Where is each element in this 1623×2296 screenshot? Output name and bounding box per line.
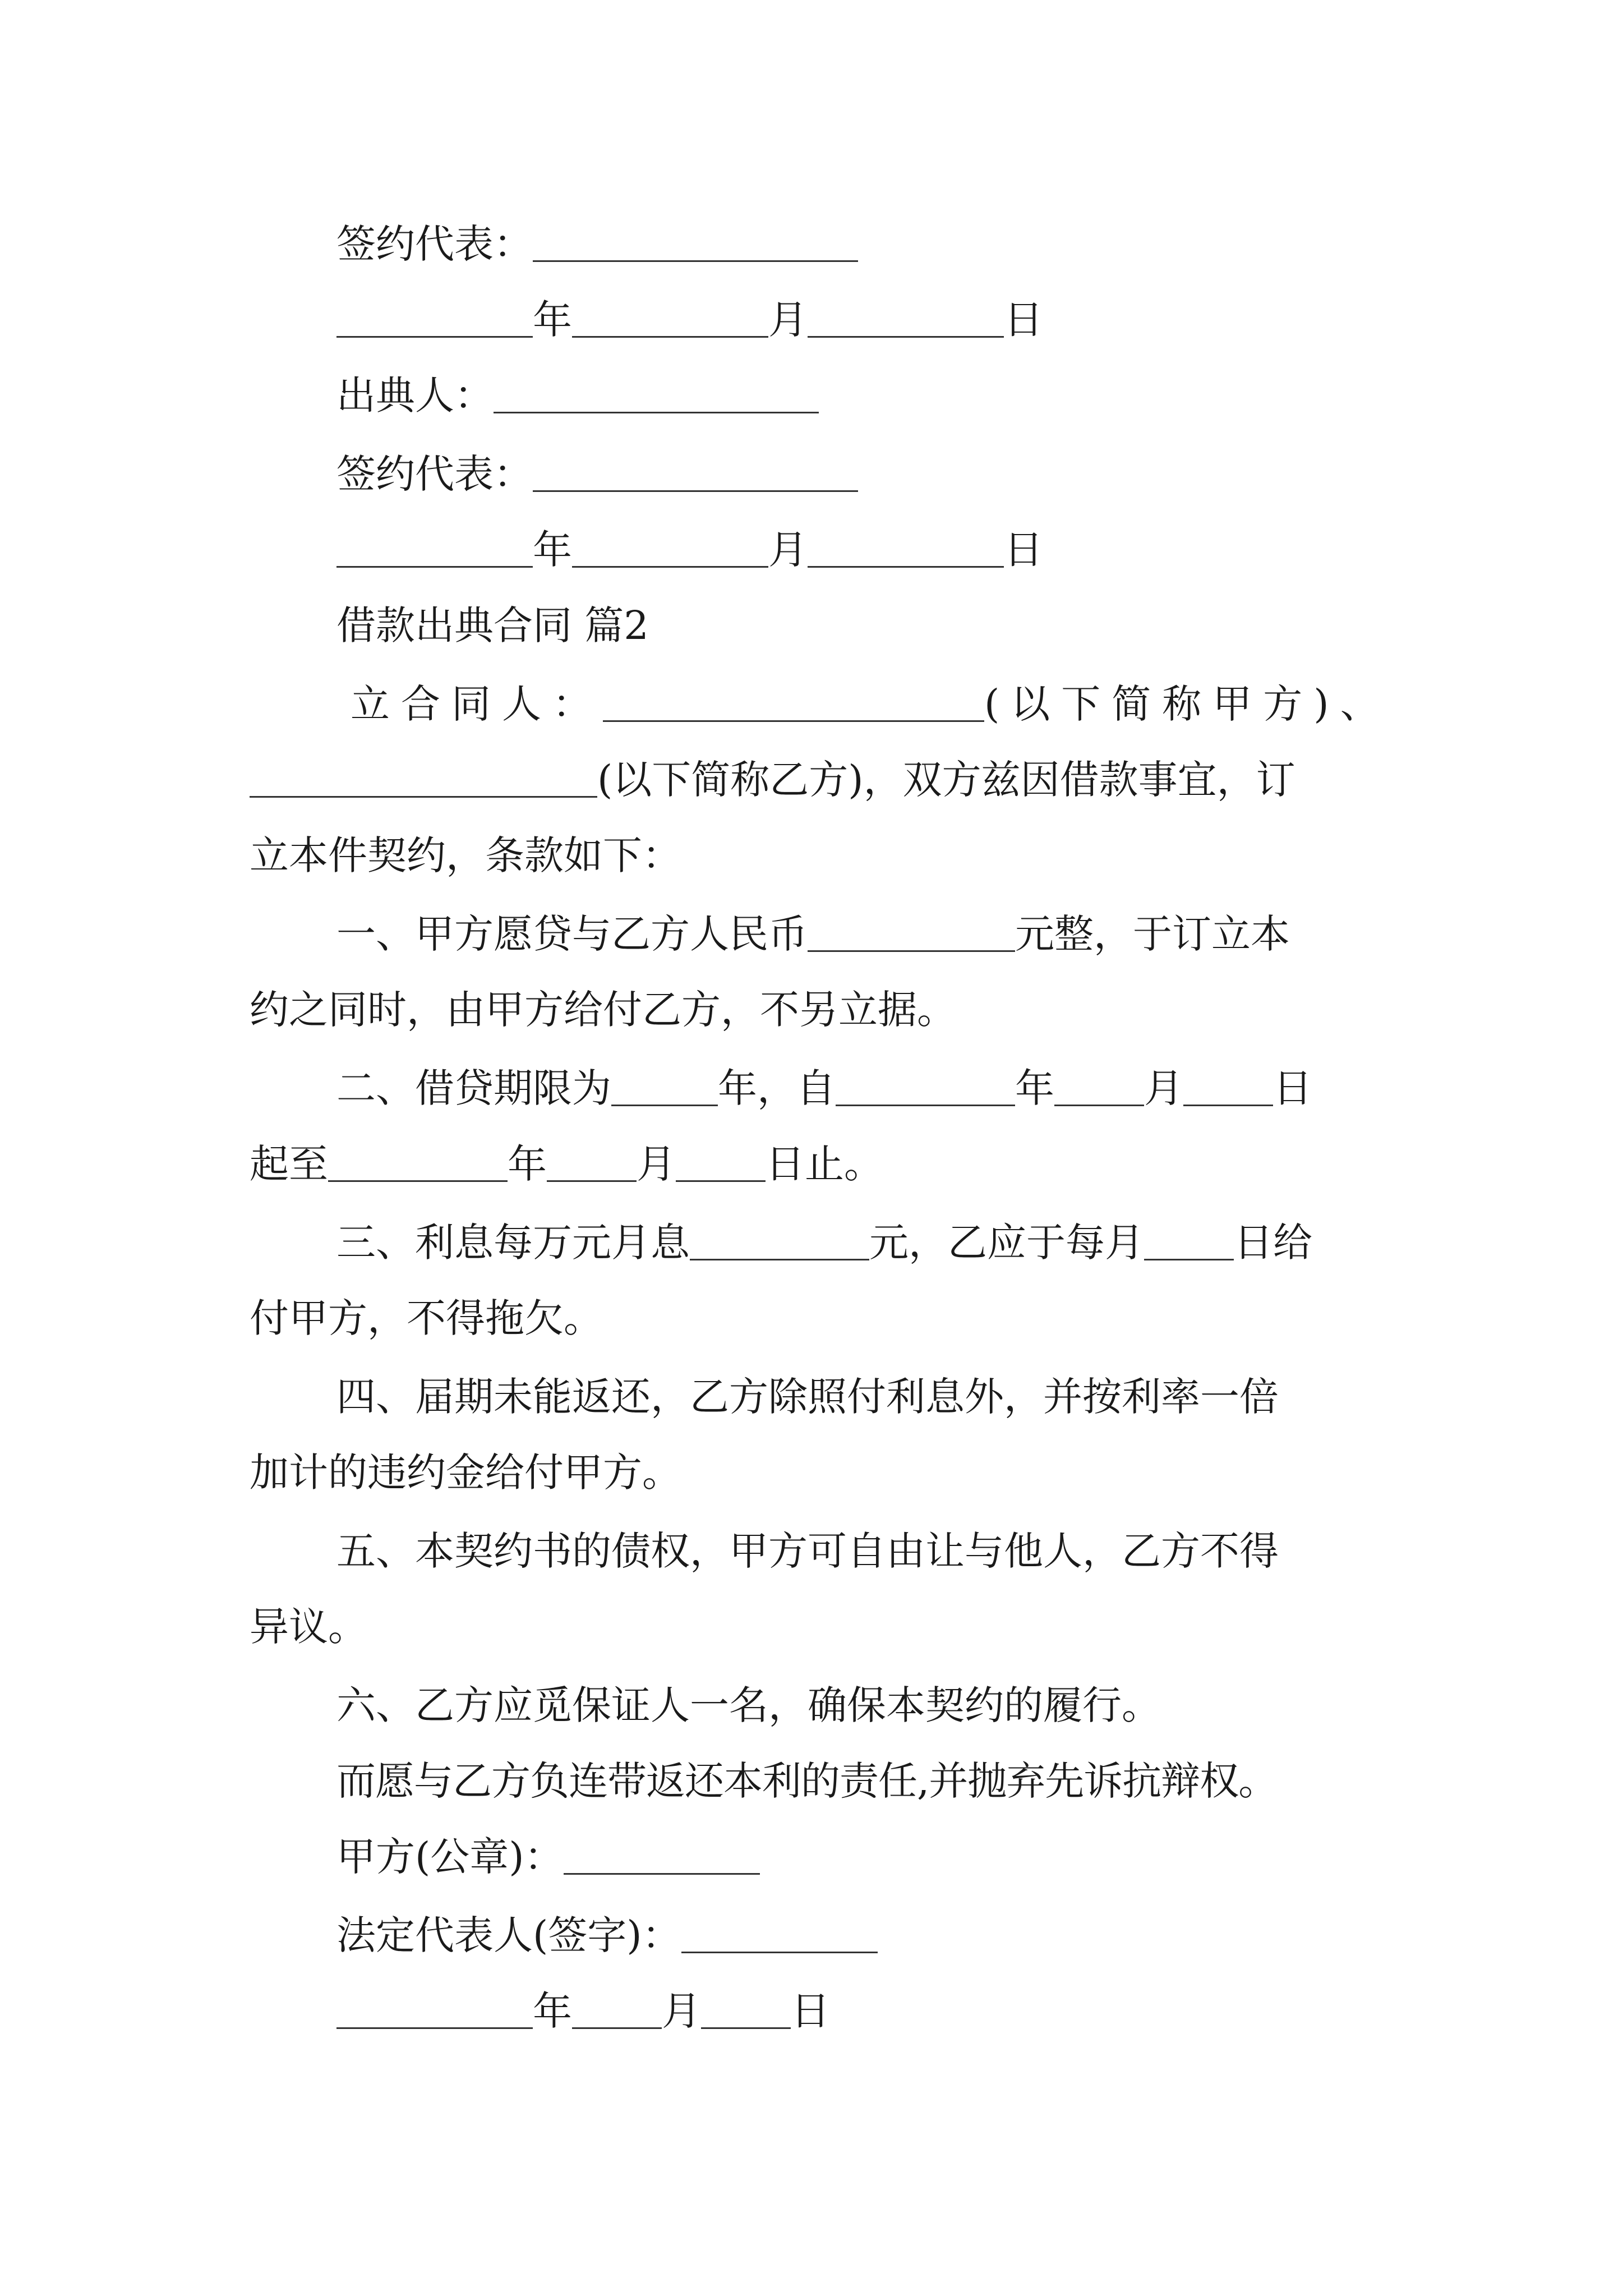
pawner-line: [336, 367, 1387, 424]
day-blank: [808, 297, 1004, 338]
legal-rep-line: [336, 1907, 1387, 1963]
clause-2-text: 二、借贷期限为: [336, 1065, 611, 1111]
pawner-blank: [494, 372, 819, 413]
party-b-note: (以下简称乙方)，双方兹因借款事宜，订: [597, 757, 1295, 803]
day-label: 日止。: [766, 1141, 883, 1187]
party-a-seal-line: [336, 1829, 1387, 1885]
section-title: 借款出典合同 篇2: [336, 602, 649, 648]
day-label: 日: [791, 1988, 830, 2034]
end-year-blank: [328, 1141, 508, 1182]
signatory-line-1: [336, 216, 1387, 272]
day-label: 日: [1004, 527, 1043, 573]
clause-2-line-1: [336, 1060, 1387, 1116]
clause-1-text-end: 元整，于订立本: [1015, 911, 1290, 957]
month-label: 月: [662, 1988, 701, 2034]
signatory-label: 签约代表：: [336, 221, 533, 267]
date-line-1: [336, 292, 1387, 348]
day-label: 日: [1004, 297, 1043, 343]
legal-rep-blank: [681, 1912, 878, 1953]
clause-3-text: 三、利息每万元月息: [336, 1220, 690, 1266]
clause-3-text: 元，乙应于每月: [869, 1220, 1144, 1266]
month-label: 月: [637, 1141, 676, 1187]
clause-3-line-2: 付甲方，不得拖欠。: [250, 1295, 603, 1341]
clause-6-line-1: 六、乙方应觅保证人一名，确保本契约的履行。: [336, 1682, 1161, 1728]
party-a-note: (以下简称甲方)、: [984, 681, 1391, 727]
legal-rep-label: 法定代表人(签字)：: [336, 1912, 681, 1958]
year-blank: [336, 297, 533, 338]
day-blank: [701, 1988, 791, 2029]
start-month-blank: [1054, 1065, 1144, 1106]
parties-line-3: 立本件契约，条款如下：: [250, 832, 681, 878]
guarantor-clause: 而愿与乙方负连带返还本利的责任,并抛弃先诉抗辩权。: [336, 1758, 1278, 1804]
year-label: 年: [533, 1988, 572, 2034]
month-blank: [572, 527, 768, 568]
date-line-3: [336, 1983, 1387, 2039]
party-a-blank: [603, 681, 984, 722]
signatory-label: 签约代表：: [336, 451, 533, 497]
parties-line-1: [351, 676, 1391, 732]
year-label: 年: [508, 1141, 547, 1187]
signature-blank: [533, 451, 858, 492]
year-blank: [336, 1988, 533, 2029]
month-label: 月: [768, 527, 808, 573]
party-b-blank: [250, 757, 597, 798]
clause-4-line-1: 四、届期未能返还，乙方除照付利息外，并按利率一倍: [336, 1374, 1279, 1420]
signatory-line-2: [336, 446, 1387, 502]
clause-2-text: 年，自: [718, 1065, 836, 1111]
clause-1-line-2: 约之同时，由甲方给付乙方，不另立据。: [250, 987, 956, 1033]
clause-3-line-1: [336, 1214, 1387, 1271]
date-line-2: [336, 522, 1387, 578]
end-month-blank: [547, 1141, 637, 1182]
amount-blank: [808, 911, 1015, 952]
clause-4-line-2: 加计的违约金给付甲方。: [250, 1450, 681, 1496]
day-blank: [808, 527, 1004, 568]
clause-3-text-end: 日给: [1234, 1220, 1312, 1266]
month-label: 月: [1144, 1065, 1183, 1111]
clause-5-line-2: 异议。: [250, 1604, 367, 1650]
signature-blank: [533, 221, 858, 262]
pay-day-blank: [1144, 1220, 1234, 1260]
clause-2-line-2: [250, 1136, 1387, 1192]
month-blank: [572, 1988, 662, 2029]
year-blank: [336, 527, 533, 568]
clause-1-line-1: [336, 906, 1387, 962]
start-year-blank: [836, 1065, 1015, 1106]
month-blank: [572, 297, 768, 338]
start-day-blank: [1183, 1065, 1273, 1106]
parties-line-2: [250, 752, 1387, 808]
party-a-seal-label: 甲方(公章)：: [336, 1834, 564, 1880]
parties-lead: 立合同人：: [351, 681, 603, 727]
end-day-blank: [676, 1141, 766, 1182]
year-label: 年: [533, 527, 572, 573]
day-label: 日: [1273, 1065, 1312, 1111]
year-label: 年: [1015, 1065, 1054, 1111]
interest-blank: [690, 1220, 869, 1260]
month-label: 月: [768, 297, 808, 343]
clause-1-text: 一、甲方愿贷与乙方人民币: [336, 911, 808, 957]
year-label: 年: [533, 297, 572, 343]
clause-5-line-1: 五、本契约书的债权，甲方可自由让与他人，乙方不得: [336, 1528, 1279, 1574]
pawner-label: 出典人：: [336, 372, 494, 418]
clause-2-text: 起至: [250, 1141, 328, 1187]
term-years-blank: [611, 1065, 718, 1106]
seal-blank: [564, 1834, 760, 1875]
